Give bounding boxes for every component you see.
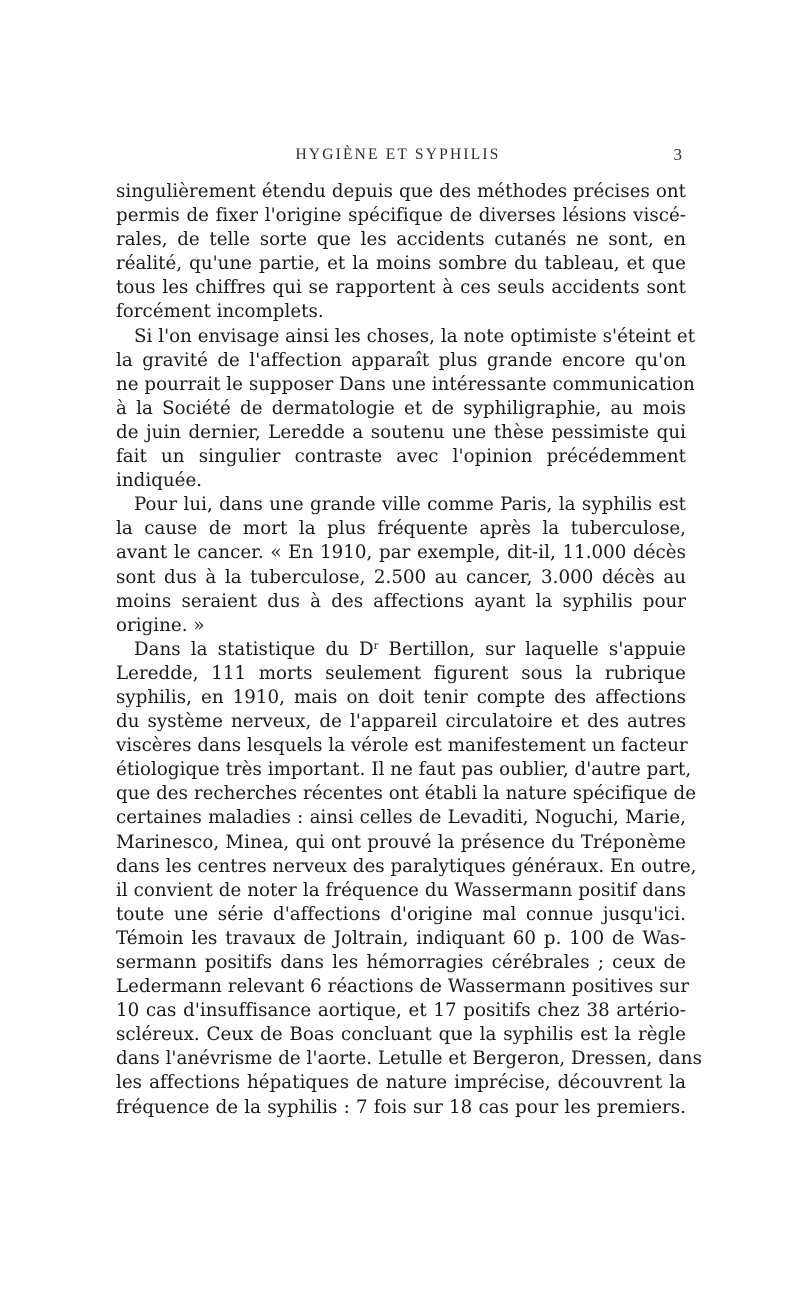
text-line: Leredde, 111 morts seulement figurent sous la rubrique [116, 662, 686, 684]
text-line: Pour lui, dans une grande ville comme Paris, la syphilis est [134, 494, 686, 516]
text-line: dans les centres nerveux des paralytiques généraux. En outre, [116, 855, 697, 877]
running-title: HYGIÈNE ET SYPHILIS [295, 146, 501, 163]
body-text [116, 180, 702, 1120]
text-line: singulièrement étendu depuis que des méthodes précises ont [116, 181, 686, 202]
text-line: ne pourrait le supposer Dans une intéressante communication [116, 373, 695, 395]
text-line: forcément incomplets. [116, 301, 324, 323]
text-line: viscères dans lesquels la vérole est manifestement un facteur [116, 735, 688, 757]
text-line: indiquée. [116, 470, 203, 492]
text-line: tous les chiffres qui se rapportent à ces seuls accidents sont [116, 277, 686, 299]
text-line: toute une série d'affections d'origine mal connue jusqu'ici. [116, 903, 686, 925]
text-line: la cause de mort la plus fréquente après la tuberculose, [116, 518, 686, 540]
text-line: la gravité de l'affection apparaît plus grande encore qu'on [116, 349, 686, 371]
text-line: les affections hépatiques de nature imprécise, découvrent la [116, 1072, 686, 1094]
text-line: moins seraient dus à des affections ayant la syphilis pour [116, 590, 686, 612]
text-line: il convient de noter la fréquence du Wassermann positif dans [116, 879, 686, 901]
text-line: origine. » [116, 614, 205, 636]
text-line: sermann positifs dans les hémorragies cérébrales ; ceux de [116, 952, 686, 973]
text-line: à la Société de dermatologie et de syphiligraphie, au mois [116, 397, 686, 419]
text-line: Marinesco, Minea, qui ont prouvé la présence du Tréponème [116, 831, 686, 853]
text-line: sont dus à la tuberculose, 2.500 au cancer, 3.000 décès au [116, 566, 686, 588]
text-line: dans l'anévrisme de l'aorte. Letulle et Bergeron, Dressen, dans [116, 1048, 702, 1070]
text-line: certaines maladies : ainsi celles de Levaditi, Noguchi, Marie, [116, 807, 686, 829]
text-line: scléreux. Ceux de Boas concluant que la syphilis est la règle [116, 1024, 686, 1046]
text-line: permis de fixer l'origine spécifique de diverses lésions viscé- [116, 205, 686, 227]
text-line: fréquence de la syphilis : 7 fois sur 18 cas pour les premiers. [116, 1096, 686, 1118]
superscript: r [373, 640, 379, 652]
text-line: avant le cancer. « En 1910, par exemple, dit-il, 11.000 décès [116, 542, 686, 564]
text-line: du système nerveux, de l'appareil circulatoire et des autres [116, 711, 686, 733]
text-line: Ledermann relevant 6 réactions de Wassermann positives sur [116, 976, 690, 998]
page-header [112, 143, 684, 169]
text-fragment: Dans la statistique du D [134, 638, 374, 660]
text-line: rales, de telle sorte que les accidents cutanés ne sont, en [116, 229, 686, 251]
text-line: réalité, qu'une partie, et la moins sombre du tableau, et que [116, 253, 686, 275]
text-line: syphilis, en 1910, mais on doit tenir compte des affections [116, 686, 686, 708]
text-line: Témoin les travaux de Joltrain, indiquant 60 p. 100 de Was- [116, 927, 686, 949]
text-line: étiologique très important. Il ne faut pas oublier, d'autre part, [116, 759, 692, 781]
text-line-bertillon [116, 638, 686, 662]
text-line: de juin dernier, Leredde a soutenu une thèse pessimiste qui [116, 421, 686, 443]
text-fragment: Bertillon, sur laquelle s'appuie [378, 638, 686, 660]
page-number: 3 [673, 145, 682, 164]
text-line: Si l'on envisage ainsi les choses, la note optimiste s'éteint et [134, 325, 696, 347]
text-line: fait un singulier contraste avec l'opinion précédemment [116, 446, 686, 468]
text-line: 10 cas d'insuffisance aortique, et 17 positifs chez 38 artério- [116, 1000, 686, 1022]
text-line: que des recherches récentes ont établi la nature spécifique de [116, 783, 697, 805]
